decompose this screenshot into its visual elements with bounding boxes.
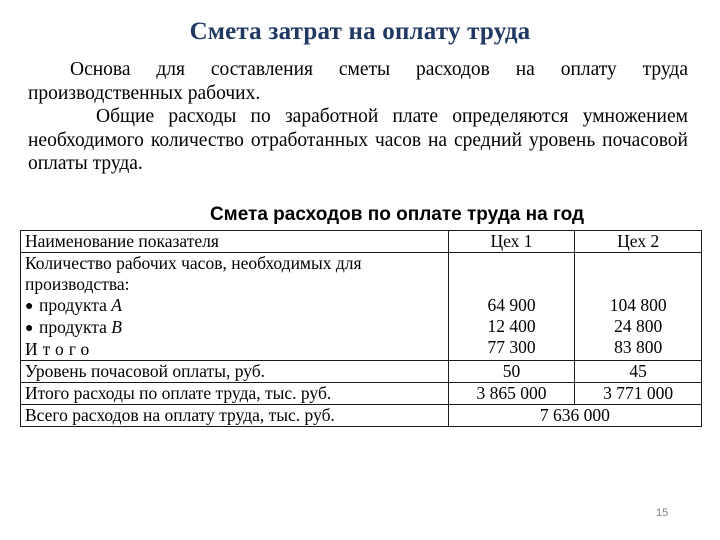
hours-w1-product-b: 12 400 [487,316,536,336]
rate-workshop-1: 50 [448,361,575,383]
hours-w2-product-a: 104 800 [609,295,667,315]
product-b-letter: B [111,317,122,337]
hours-cell [21,253,449,361]
header-indicator-name: Наименование показателя [21,231,449,253]
grand-total-value: 7 636 000 [448,405,701,427]
slide-title: Смета затрат на оплату труда [189,18,531,45]
hours-w1-total: 77 300 [487,337,536,357]
hours-w2-product-b: 24 800 [614,316,663,336]
intro-paragraph: Основа для составления сметы расходов на оплату труда производственных рабочих. [28,59,688,104]
page-number: 15 [656,507,669,519]
table-row-grand-total [21,405,702,427]
bullet-icon: ● [25,321,34,336]
product-b-prefix: продукта [39,317,112,337]
rate-label: Уровень почасовой оплаты, руб. [21,361,449,383]
expenses-workshop-1: 3 865 000 [448,383,575,405]
table-row-rate [21,361,702,383]
slide-body-text [28,58,688,176]
product-b-line [25,317,444,339]
table-caption: Смета расходов по оплате труда на год [209,204,585,225]
method-paragraph: Общие расходы по заработной плате определяются умножением необходимого количество отработанных часов на средний уровень почасовой оплаты труда. [28,106,688,174]
product-a-prefix: продукта [39,295,112,315]
product-a-letter: A [111,295,122,315]
hours-label: Количество рабочих часов, необходимых для производства: [25,253,362,294]
table-row-hours [21,253,702,361]
labor-budget-table [20,230,702,427]
expenses-workshop-2: 3 771 000 [575,383,702,405]
hours-w2-total: 83 800 [614,337,663,357]
rate-workshop-2: 45 [575,361,702,383]
hours-workshop-2-cell [575,253,702,361]
header-workshop-2: Цех 2 [575,231,702,253]
budget-table-figure [12,196,702,446]
hours-w1-product-a: 64 900 [487,295,536,315]
hours-total-label: Итого [25,339,95,359]
header-workshop-1: Цех 1 [448,231,575,253]
expenses-label: Итого расходы по оплате труда, тыс. руб. [21,383,449,405]
hours-workshop-1-cell [448,253,575,361]
table-row-expenses [21,383,702,405]
grand-total-label: Всего расходов на оплату труда, тыс. руб. [21,405,449,427]
bullet-icon: ● [25,299,34,314]
product-a-line [25,295,444,317]
table-header-row [21,231,702,253]
